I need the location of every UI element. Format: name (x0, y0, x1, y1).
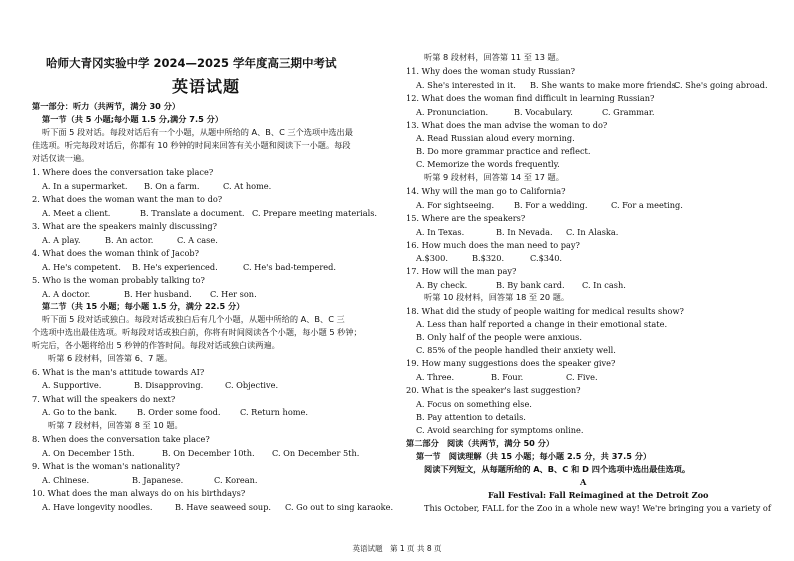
q4-option-a[interactable]: A. He's competent. (42, 262, 121, 272)
q9-option-b[interactable]: B. Japanese. (132, 475, 184, 485)
q15-option-c[interactable]: C. In Alaska. (566, 227, 619, 237)
question-9: 9. What is the woman's nationality? (32, 461, 180, 471)
q14-option-a[interactable]: A. For sightseeing. (416, 200, 495, 210)
listening-note-6: 听第 6 段材料，回答第 6、7 题。 (48, 353, 173, 363)
q7-option-b[interactable]: B. Order some food. (137, 407, 221, 417)
listening-note-10: 听第 10 段材料，回答第 18 至 20 题。 (424, 292, 570, 302)
question-8: 8. When does the conversation take place? (32, 434, 210, 444)
question-3: 3. What are the speakers mainly discussing? (32, 221, 218, 231)
q1-option-b[interactable]: B. On a farm. (144, 181, 200, 191)
q14-option-b[interactable]: B. For a wedding. (514, 200, 588, 210)
q20-option-a[interactable]: A. Focus on something else. (416, 399, 532, 409)
listening-note-9: 听第 9 段材料，回答第 14 至 17 题。 (424, 172, 564, 182)
question-14: 14. Why will the man go to California? (406, 186, 566, 196)
q20-option-b[interactable]: B. Pay attention to details. (416, 412, 526, 422)
question-19: 19. How many suggestions does the speaker give? (406, 358, 616, 368)
q14-option-c[interactable]: C. For a meeting. (611, 200, 683, 210)
question-10: 10. What does the man always do on his birthdays? (32, 488, 246, 498)
q5-option-b[interactable]: B. Her husband. (124, 289, 192, 299)
q16-option-b[interactable]: B.$320. (472, 253, 505, 263)
q10-option-b[interactable]: B. Have seaweed soup. (175, 502, 272, 512)
q19-option-a[interactable]: A. Three. (416, 372, 455, 382)
question-5: 5. Who is the woman probably talking to? (32, 275, 205, 285)
q3-option-c[interactable]: C. A case. (177, 235, 218, 245)
section1-instr-line: 听下面 5 段对话。每段对话后有一个小题，从题中所给的 A、B、C 三个选项中选出最 (42, 127, 353, 137)
listening-note-8: 听第 8 段材料，回答第 11 至 13 题。 (424, 52, 564, 62)
question-16: 16. How much does the man need to pay? (406, 240, 580, 250)
q3-option-a[interactable]: A. A play. (42, 235, 81, 245)
q17-option-b[interactable]: B. By bank card. (496, 280, 565, 290)
section1-instr-line: 佳选项。听完每段对话后，你都有 10 秒钟的时间来回答有关小题和阅读下一小题。每段 (32, 140, 351, 150)
question-6: 6. What is the man's attitude towards AI? (32, 367, 205, 377)
q16-option-a[interactable]: A.$300. (416, 253, 448, 263)
question-4: 4. What does the woman think of Jacob? (32, 248, 200, 258)
q7-option-c[interactable]: C. Return home. (240, 407, 308, 417)
q8-option-b[interactable]: B. On December 10th. (162, 448, 255, 458)
passage-line: This October, FALL for the Zoo in a whole new way! We're bringing you a variety of (424, 503, 771, 513)
q4-option-b[interactable]: B. He's experienced. (132, 262, 218, 272)
listening-note-7: 听第 7 段材料，回答第 8 至 10 题。 (48, 420, 183, 430)
q19-option-c[interactable]: C. Five. (566, 372, 598, 382)
q12-option-b[interactable]: B. Vocabulary. (514, 107, 573, 117)
part2-heading: 第二部分 阅读（共两节，满分 50 分） (406, 438, 555, 448)
q8-option-c[interactable]: C. On December 5th. (272, 448, 360, 458)
question-18: 18. What did the study of people waiting for medical results show? (406, 306, 684, 316)
question-20: 20. What is the speaker's last suggestion? (406, 385, 581, 395)
question-2: 2. What does the woman want the man to do? (32, 194, 223, 204)
q3-option-b[interactable]: B. An actor. (105, 235, 154, 245)
section2-heading: 第二节（共 15 小题；每小题 1.5 分，满分 22.5 分） (42, 301, 245, 311)
q15-option-b[interactable]: B. In Nevada. (496, 227, 553, 237)
q17-option-c[interactable]: C. In cash. (582, 280, 626, 290)
school-title: 哈师大青冈实验中学 2024—2025 学年度高三期中考试 (46, 56, 337, 70)
q15-option-a[interactable]: A. In Texas. (416, 227, 465, 237)
section2-instr-line: 听完后，各小题将给出 5 秒钟的作答时间。每段对话或独白读两遍。 (32, 340, 280, 350)
q13-option-a[interactable]: A. Read Russian aloud every morning. (416, 133, 575, 143)
q9-option-c[interactable]: C. Korean. (214, 475, 258, 485)
page-footer: 英语试题 第 1 页 共 8 页 (352, 544, 442, 553)
q6-option-b[interactable]: B. Disapproving. (134, 380, 204, 390)
section1-heading: 第一节（共 5 小题;每小题 1.5 分,满分 7.5 分） (42, 114, 224, 124)
q10-option-a[interactable]: A. Have longevity noodles. (42, 502, 153, 512)
q5-option-c[interactable]: C. Her son. (210, 289, 257, 299)
question-17: 17. How will the man pay? (406, 266, 517, 276)
q2-option-c[interactable]: C. Prepare meeting materials. (252, 208, 378, 218)
q1-option-a[interactable]: A. In a supermarket. (42, 181, 128, 191)
q8-option-a[interactable]: A. On December 15th. (42, 448, 135, 458)
passage-title: Fall Festival: Fall Reimagined at the Detroit Zoo (488, 490, 709, 500)
section2-instr-line: 个选项中选出最佳选项。听每段对话或独白前，你将有时间阅读各个小题，每小题 5 秒钟； (32, 327, 362, 337)
q2-option-b[interactable]: B. Translate a document. (140, 208, 245, 218)
q10-option-c[interactable]: C. Go out to sing karaoke. (285, 502, 394, 512)
q13-option-c[interactable]: C. Memorize the words frequently. (416, 159, 560, 169)
question-11: 11. Why does the woman study Russian? (406, 66, 576, 76)
q18-option-c[interactable]: C. 85% of the people handled their anxiety well. (416, 345, 616, 355)
q12-option-c[interactable]: C. Grammar. (602, 107, 655, 117)
q16-option-c[interactable]: C.$340. (530, 253, 563, 263)
q20-option-c[interactable]: C. Avoid searching for symptoms online. (416, 425, 584, 435)
q12-option-a[interactable]: A. Pronunciation. (416, 107, 489, 117)
question-13: 13. What does the man advise the woman to do? (406, 120, 608, 130)
q11-option-c[interactable]: C. She's going abroad. (674, 80, 768, 90)
question-1: 1. Where does the conversation take place? (32, 167, 214, 177)
q18-option-a[interactable]: A. Less than half reported a change in their emotional state. (416, 319, 668, 329)
question-12: 12. What does the woman find difficult in learning Russian? (406, 93, 655, 103)
q11-option-b[interactable]: B. She wants to make more friends. (530, 80, 679, 90)
passage-letter: A (580, 477, 587, 487)
q1-option-c[interactable]: C. At home. (223, 181, 272, 191)
q11-option-a[interactable]: A. She's interested in it. (416, 80, 516, 90)
q5-option-a[interactable]: A. A doctor. (42, 289, 91, 299)
section2-instr-line: 听下面 5 段对话或独白。每段对话或独白后有几个小题，从题中所给的 A、B、C 三 (42, 314, 345, 324)
question-15: 15. Where are the speakers? (406, 213, 526, 223)
q6-option-c[interactable]: C. Objective. (225, 380, 279, 390)
q13-option-b[interactable]: B. Do more grammar practice and reflect. (416, 146, 591, 156)
q2-option-a[interactable]: A. Meet a client. (42, 208, 111, 218)
part2-instructions: 阅读下列短文，从每题所给的 A、B、C 和 D 四个选项中选出最佳选项。 (424, 464, 691, 474)
q19-option-b[interactable]: B. Four. (491, 372, 524, 382)
q9-option-a[interactable]: A. Chinese. (42, 475, 90, 485)
section1-instr-line: 对话仅读一遍。 (32, 153, 90, 163)
q4-option-c[interactable]: C. He's bad-tempered. (243, 262, 336, 272)
question-7: 7. What will the speakers do next? (32, 394, 176, 404)
part1-heading: 第一部分：听力（共两节，满分 30 分） (32, 101, 181, 111)
subject-title: 英语试题 (172, 77, 241, 96)
part2-section1-heading: 第一节 阅读理解（共 15 小题；每小题 2.5 分，共 37.5 分） (416, 451, 652, 461)
q7-option-a[interactable]: A. Go to the bank. (42, 407, 117, 417)
q18-option-b[interactable]: B. Only half of the people were anxious. (416, 332, 582, 342)
q17-option-a[interactable]: A. By check. (416, 280, 468, 290)
q6-option-a[interactable]: A. Supportive. (42, 380, 102, 390)
